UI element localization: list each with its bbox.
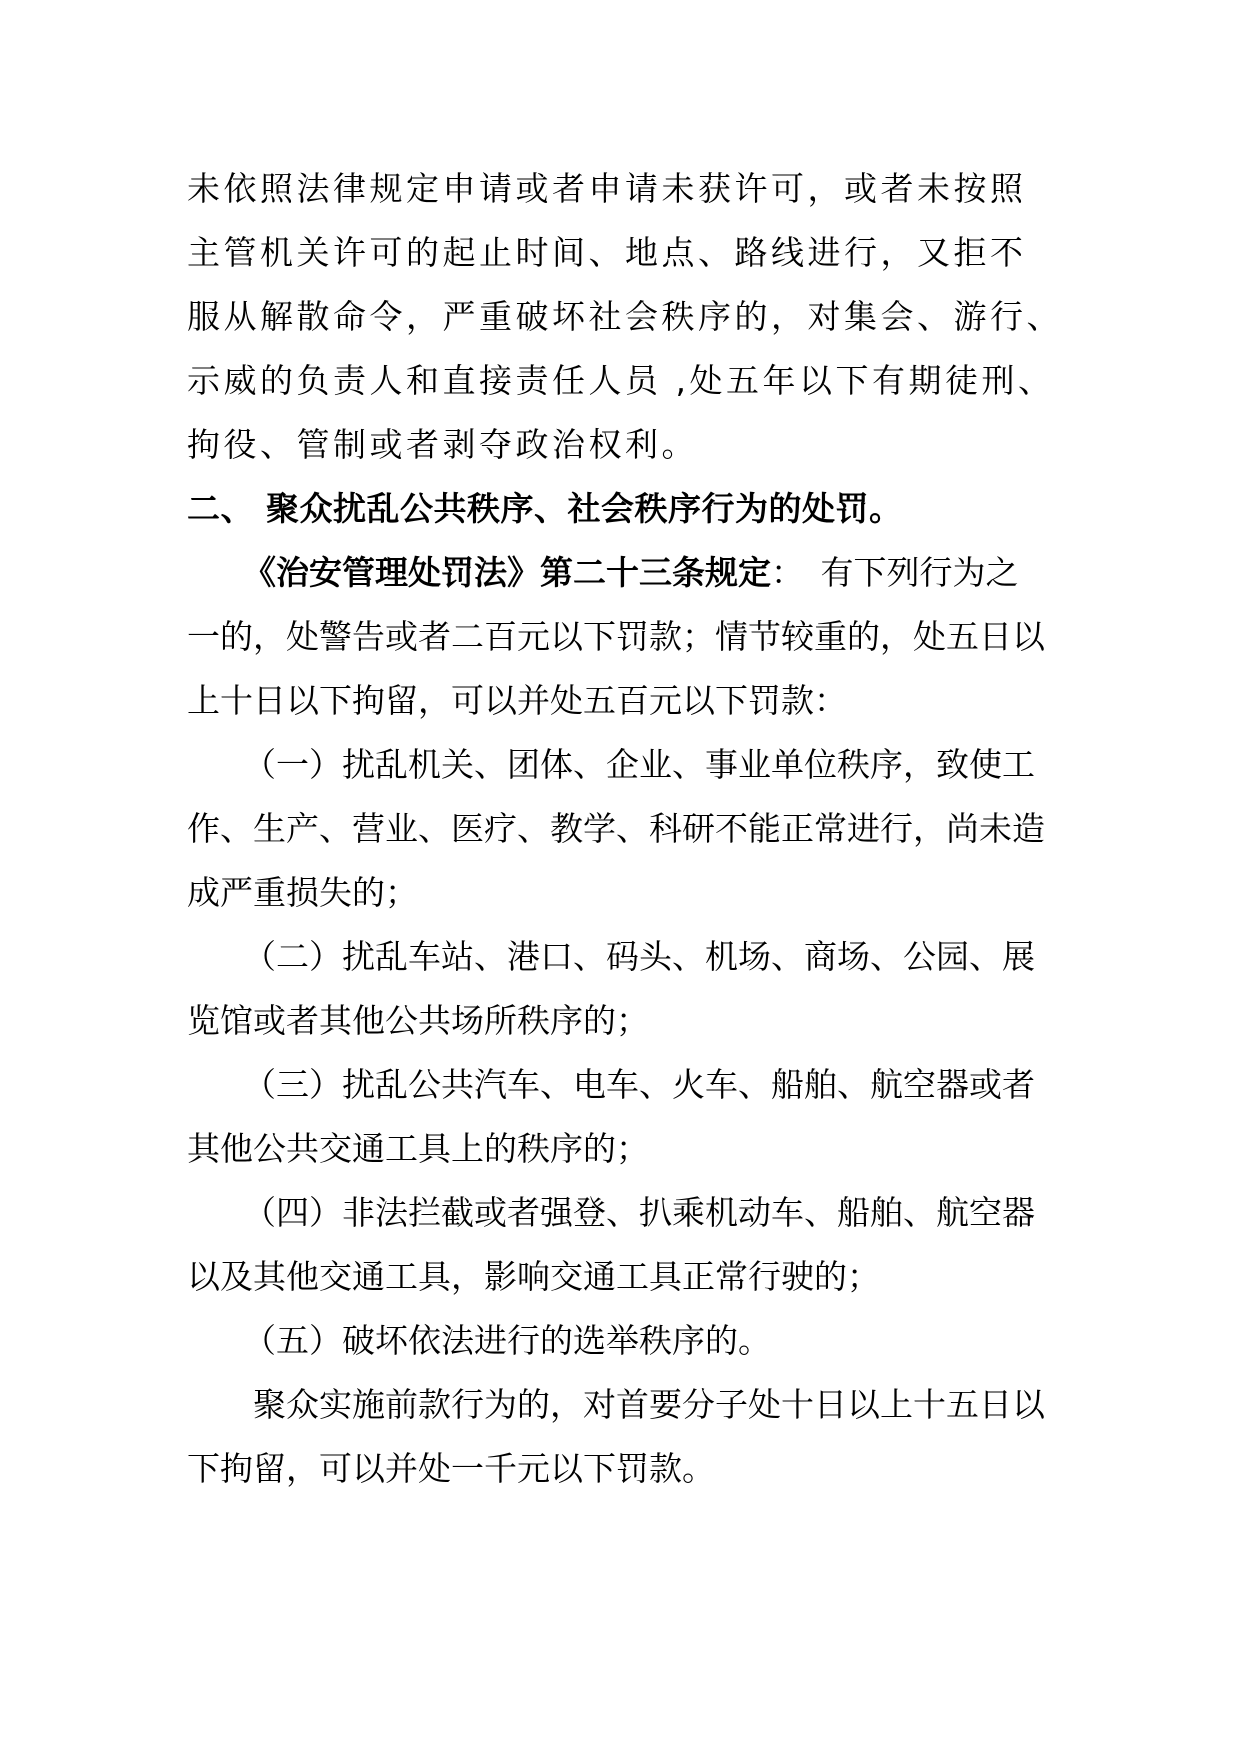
text-line: 一的，处警告或者二百元以下罚款；情节较重的，处五日以	[187, 617, 1045, 656]
text-line: （一）扰乱机关、团体、企业、事业单位秩序，致使工	[243, 745, 1035, 784]
closing-paragraph	[187, 1373, 1057, 1501]
text-line: （二）扰乱车站、港口、码头、机场、商场、公园、展	[243, 937, 1035, 976]
list-item	[187, 1053, 1057, 1181]
text-line: 以及其他交通工具，影响交通工具正常行驶的；	[187, 1257, 880, 1296]
text-line: 主管机关许可的起止时间、地点、路线进行，又拒不	[187, 233, 1027, 272]
section-heading	[187, 477, 1057, 541]
text-line: （三）扰乱公共汽车、电车、火车、船舶、航空器或者	[243, 1065, 1035, 1104]
article-citation: 《治安管理处罚法》第二十三条规定	[243, 553, 771, 592]
list-item	[187, 1309, 1057, 1373]
document-page	[187, 157, 1063, 1501]
article-first-line-rest: ： 有下列行为之	[771, 553, 1019, 592]
text-line: 其他公共交通工具上的秩序的；	[187, 1129, 649, 1168]
article-paragraph	[187, 541, 1057, 733]
text-line: 览馆或者其他公共场所秩序的；	[187, 1001, 649, 1040]
text-line: 聚众实施前款行为的，对首要分子处十日以上十五日以	[253, 1385, 1045, 1424]
text-line: 下拘留，可以并处一千元以下罚款。	[187, 1449, 715, 1488]
list-item	[187, 1181, 1057, 1309]
list-item	[187, 733, 1057, 925]
section-title: 二、 聚众扰乱公共秩序、社会秩序行为的处罚。	[187, 489, 903, 528]
paragraph-criminal-penalty	[187, 157, 1063, 477]
text-line: （五）破坏依法进行的选举秩序的。	[243, 1321, 771, 1360]
list-item	[187, 925, 1057, 1053]
article-first-line	[187, 541, 1057, 605]
text-line: 作、生产、营业、医疗、教学、科研不能正常进行，尚未造	[187, 809, 1045, 848]
text-line: 上十日以下拘留，可以并处五百元以下罚款：	[187, 681, 847, 720]
text-line: 拘役、管制或者剥夺政治权利。	[187, 425, 698, 464]
text-line: 服从解散命令，严重破坏社会秩序的，对集会、游行、	[187, 297, 1063, 336]
text-line: 未依照法律规定申请或者申请未获许可，或者未按照	[187, 169, 1027, 208]
text-line: （四）非法拦截或者强登、扒乘机动车、船舶、航空器	[243, 1193, 1035, 1232]
text-line: 成严重损失的；	[187, 873, 418, 912]
text-line: 示威的负责人和直接责任人员 ,处五年以下有期徒刑、	[187, 361, 1055, 400]
